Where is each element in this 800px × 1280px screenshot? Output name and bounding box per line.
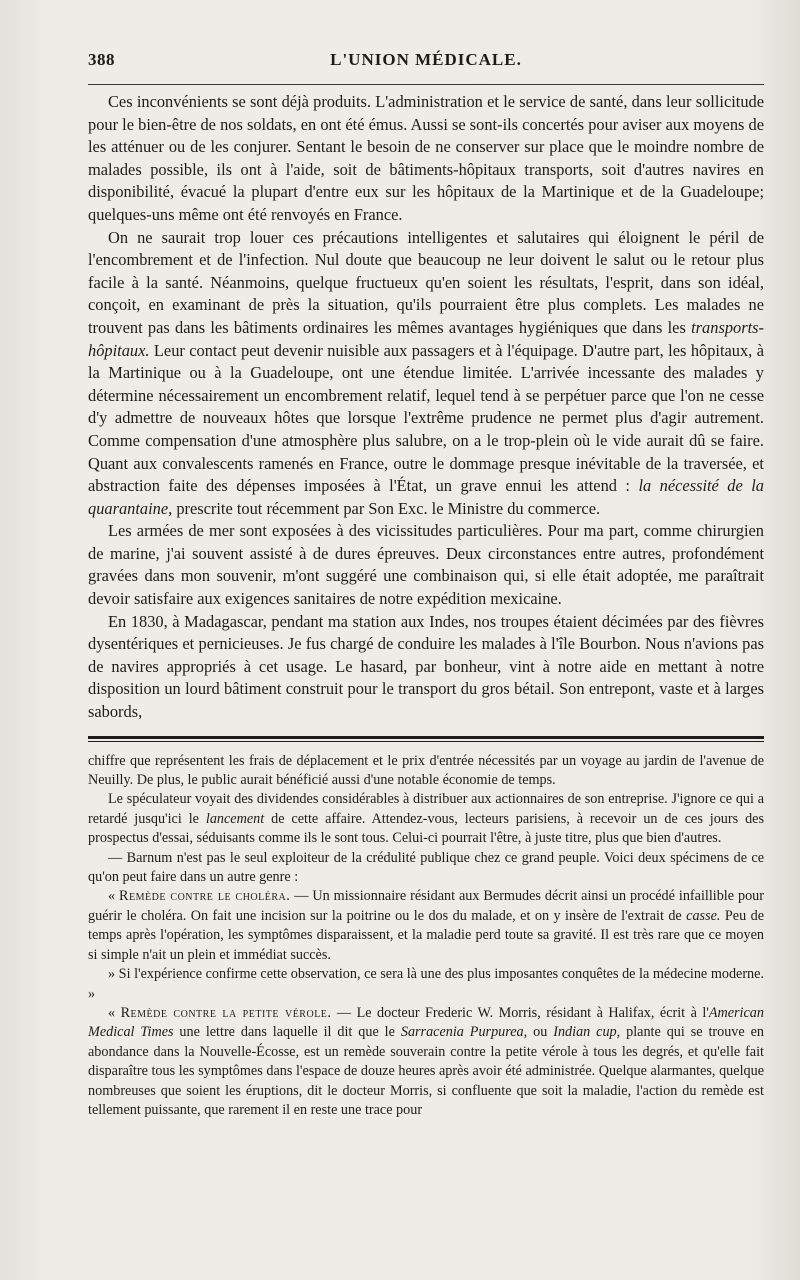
paragraph-2: On ne saurait trop louer ces précautions intelligentes et salutaires qui éloignent le péril de l'encombrement et de l'infection. Nul doute que beaucoup ne leur doivent le salut ou le retour plus facile à la santé. Néanmoins, quelque fructueux qu'en soient les résultats, l'esprit, dans son idéal, conçoit, en examinant de près la situation, qu'ils pourraient être plus complets. Les malades ne trouvent pas dans les bâtiments ordinaires les mêmes avantages hygiéniques que dans les transports-hôpitaux. Leur contact peut devenir nuisible aux passagers et à l'équipage. D'autre part, les hôpitaux, à la Martinique ou à la Guadeloupe, ont une étendue limitée. L'arrivée incessante des malades y détermine nécessairement un encombrement relatif, lequel tend à se perpétuer parce que l'on ne cesse d'y admettre de nouveaux hôtes que lorsque l'extrême prudence ne permet plus d'agir autrement. Comme compensation d'une atmosphère plus salubre, on a le trop-plein où le vide aurait dû se faire. Quant aux convalescents ramenés en France, outre le dommage presque inévitable de la traversée, et abstraction faite des dépenses imposées à l'État, un grave ennui les attend : la nécessité de la quarantaine, prescrite tout récemment par Son Exc. le Ministre du commerce. <box>88 227 764 518</box>
running-head: L'UNION MÉDICALE. <box>330 50 522 69</box>
feuilleton-text <box>88 752 764 1121</box>
italic-transports-hopitaux: transports-hôpitaux. <box>88 317 764 360</box>
feuilleton-separator <box>88 736 764 742</box>
page-number: 388 <box>88 50 115 69</box>
feuilleton-paragraph-cholera: « Remède contre le choléra. — Un missionnaire résidant aux Bermudes décrit ainsi un procédé infaillible pour guérir le choléra. On fait une incision sur la poitrine ou le dos du malade, et on y insère de l'extrait de casse. Peu de temps après l'opération, les symptômes disparaissent, et la maladie perd toute sa gravité. Il est très rare que ce moyen si simple n'ait un plein et immédiat succès. <box>88 888 765 963</box>
italic-casse: casse. <box>686 907 721 924</box>
feuilleton-paragraph-1: chiffre que représentent les frais de déplacement et le prix d'entrée nécessités par un voyage au jardin de l'avenue de Neuilly. De plus, le public aurait bénéficié aussi d'une notable économie de temps. <box>88 752 764 789</box>
italic-indian-cup: Indian cup, <box>553 1024 621 1041</box>
feuilleton-paragraph-5: » Si l'expérience confirme cette observation, ce sera là une des plus imposantes conquêtes de la médecine moderne. » <box>88 966 764 1002</box>
paragraph-4: En 1830, à Madagascar, pendant ma station aux Indes, nos troupes étaient décimées par des fièvres dysentériques et pernicieuses. Je fus chargé de conduire les malades à l'île Bourbon. Nous n'avions pas de navires appropriés à cet usage. Le hasard, par bonheur, vint à notre aide en mettant à notre disposition un lourd bâtiment construit pour le transport du gros bétail. Son entrepont, vaste et à larges sabords, <box>88 611 764 722</box>
feuilleton-paragraph-3: — Barnum n'est pas le seul exploiteur de la crédulité publique chez ce grand peuple. Voici deux spécimens de ce qu'on peut faire dans un autre genre : <box>88 849 764 886</box>
heading-variole: Remède contre la petite vérole. <box>120 1004 332 1021</box>
feuilleton-paragraph-2: Le spéculateur voyait des dividendes considérables à distribuer aux actionnaires de son entreprise. J'ignore ce qui a retardé jusqu'ici le lancement de cette affaire. Attendez-vous, lecteurs parisiens, à recevoir un de ces jours des prospectus d'essai, séduisants comme ils le sont tous. Celui-ci pourrait l'être, à juste titre, plus que bien d'autres. <box>88 791 764 847</box>
italic-american-medical-times: American Medical Times <box>88 1004 764 1041</box>
italic-quarantaine: la nécessité de la quarantaine, <box>88 476 764 518</box>
header-rule <box>88 84 764 85</box>
italic-sarracenia: Sarracenia Purpurea, <box>400 1024 528 1041</box>
feuilleton-paragraph-variole: « Remède contre la petite vérole. — Le docteur Frederic W. Morris, résidant à Halifax, écrit à l'American Medical Times une lettre dans laquelle il dit que le Sarracenia Purpurea, ou Indian cup, plante qui se trouve en abondance dans la Nouvelle-Écosse, est un remède souverain contre la petite vérole à tous les degrés, et qu'elle fait disparaître tous les symptômes dans l'espace de douze heures après avoir été administrée. Quelque alarmantes, quelque nombreuses que soient les éruptions, dit le docteur Morris, si confluente que soit la maladie, l'action du remède est tellement puissante, que rarement il en reste une trace pour <box>88 1004 765 1118</box>
page-header <box>88 48 764 78</box>
paragraph-1: Ces inconvénients se sont déjà produits. L'administration et le service de santé, dans leur sollicitude pour le bien-être de nos soldats, en ont été émus. Aussi se sont-ils concertés pour aviser aux moyens de les atténuer ou de les conjurer. Sentant le besoin de ne conserver sur place que le moindre nombre de malades possible, ils ont à l'aide, soit de bâtiments-hôpitaux transports, soit d'autres navires en disponibilité, évacué la plupart d'entre eux sur les hôpitaux de la Martinique et de la Guadeloupe; quelques-uns même ont été renvoyés en France. <box>88 92 764 224</box>
main-text <box>88 91 764 724</box>
heading-cholera: Remède contre le choléra. <box>119 888 291 905</box>
paragraph-3: Les armées de mer sont exposées à des vicissitudes particulières. Pour ma part, comme chirurgien de marine, j'ai souvent assisté à de dures épreuves. Deux circonstances entre autres, profondément gravées dans mon souvenir, m'ont suggéré une combinaison qui, si elle était adoptée, me paraîtrait devoir satisfaire aux exigences sanitaires de notre expédition mexicaine. <box>88 521 764 609</box>
italic-lancement: lancement <box>205 810 265 827</box>
